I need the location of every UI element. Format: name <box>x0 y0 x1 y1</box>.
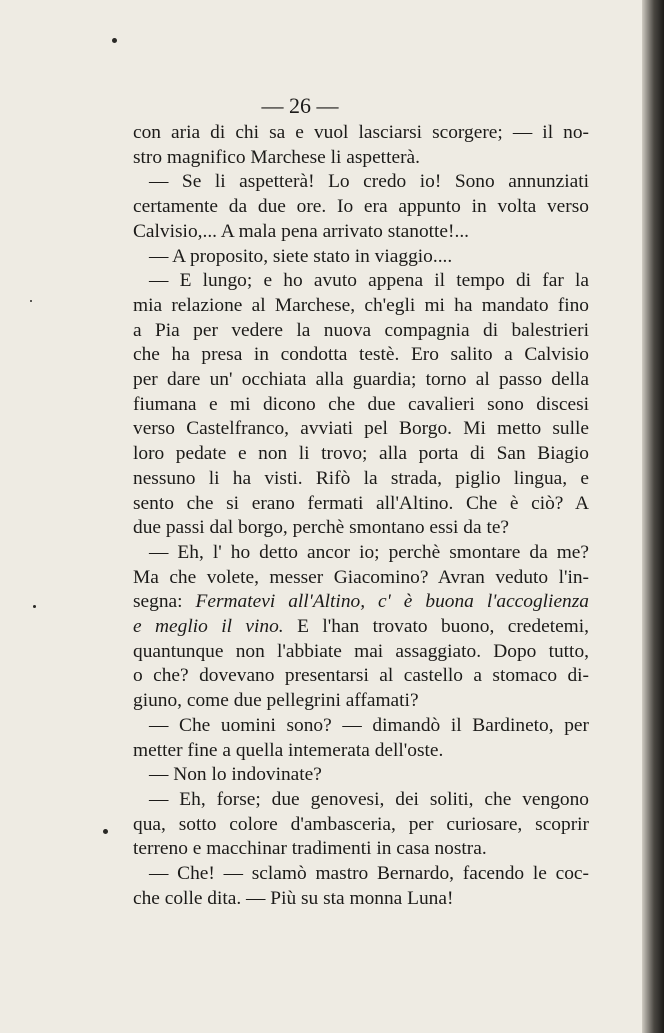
text-line: giuno, come due pellegrini affamati? <box>133 690 419 712</box>
text-line: stro magnifico Marchese li aspetterà. <box>133 146 420 168</box>
italic-segment: e meglio il vino. <box>133 616 284 638</box>
text-line: — Che uomini sono? — dimandò il Bardineto, per <box>149 714 589 736</box>
text-line: — Non lo indovinate? <box>149 764 322 786</box>
italic-segment: Fermatevi all'Altino, c' è buona l'accoglienza <box>195 591 589 613</box>
text-line: fiumana e mi dicono che due cavalieri sono discesi <box>133 393 589 415</box>
text-line: qua, sotto colore d'ambasceria, per curiosare, scoprir <box>133 813 589 835</box>
text-line: — Eh, forse; due genovesi, dei soliti, che vengono <box>149 788 589 810</box>
text-line: che colle dita. — Più su sta monna Luna! <box>133 887 454 909</box>
text-line: certamente da due ore. Io era appunto in volta verso <box>133 196 589 218</box>
text-line: — Eh, l' ho detto ancor io; perchè smontare da me? <box>149 541 589 563</box>
text-line: — E lungo; e ho avuto appena il tempo di far la <box>149 270 589 292</box>
text-line <box>133 590 589 615</box>
ink-speck <box>33 605 36 608</box>
text-line: con aria di chi sa e vuol lasciarsi scorgere; — il no- <box>133 122 589 143</box>
page-edge-shadow <box>642 0 664 1033</box>
text-line: mia relazione al Marchese, ch'egli mi ha mandato fino <box>133 294 589 316</box>
text-line: terreno e macchinar tradimenti in casa nostra. <box>133 838 487 860</box>
ink-speck <box>103 829 108 834</box>
text-line: a Pia per vedere la nuova compagnia di balestrieri <box>133 319 589 341</box>
text-line <box>133 615 589 640</box>
text-line: — A proposito, siete stato in viaggio.... <box>149 245 453 267</box>
text-line: sento che si erano fermati all'Altino. Che è ciò? A <box>133 492 589 514</box>
text-line: — Che! — sclamò mastro Bernardo, facendo le coc- <box>149 863 589 885</box>
body-text <box>133 121 589 912</box>
text-segment: E l'han trovato buono, credetemi, <box>283 616 590 638</box>
text-segment: segna: <box>133 591 196 613</box>
text-line: che ha presa in condotta testè. Ero salito a Calvisio <box>133 344 589 366</box>
ink-speck <box>30 300 32 302</box>
text-line: Ma che volete, messer Giacomino? Avran veduto l'in- <box>133 566 589 588</box>
text-line: metter fine a quella intemerata dell'oste. <box>133 739 444 761</box>
text-line: loro pedate e non li trovo; alla porta di San Biagio <box>133 443 589 465</box>
text-line: verso Castelfranco, avviati pel Borgo. Mi metto sulle <box>133 418 589 440</box>
text-line: due passi dal borgo, perchè smontano essi da te? <box>133 517 510 539</box>
text-line: — Se li aspetterà! Lo credo io! Sono annunziati <box>149 171 589 193</box>
ink-speck <box>112 38 117 43</box>
text-line: nessuno li ha visti. Rifò la strada, piglio lingua, e <box>133 467 589 489</box>
text-line: quantunque non l'abbiate mai assaggiato. Dopo tutto, <box>133 640 589 662</box>
text-line: per dare un' occhiata alla guardia; torno al passo della <box>133 369 589 391</box>
text-line: Calvisio,... A mala pena arrivato stanotte!... <box>133 220 470 242</box>
text-line: o che? dovevano presentarsi al castello a stomaco di- <box>133 665 589 687</box>
page-number: — 26 — <box>261 93 339 118</box>
